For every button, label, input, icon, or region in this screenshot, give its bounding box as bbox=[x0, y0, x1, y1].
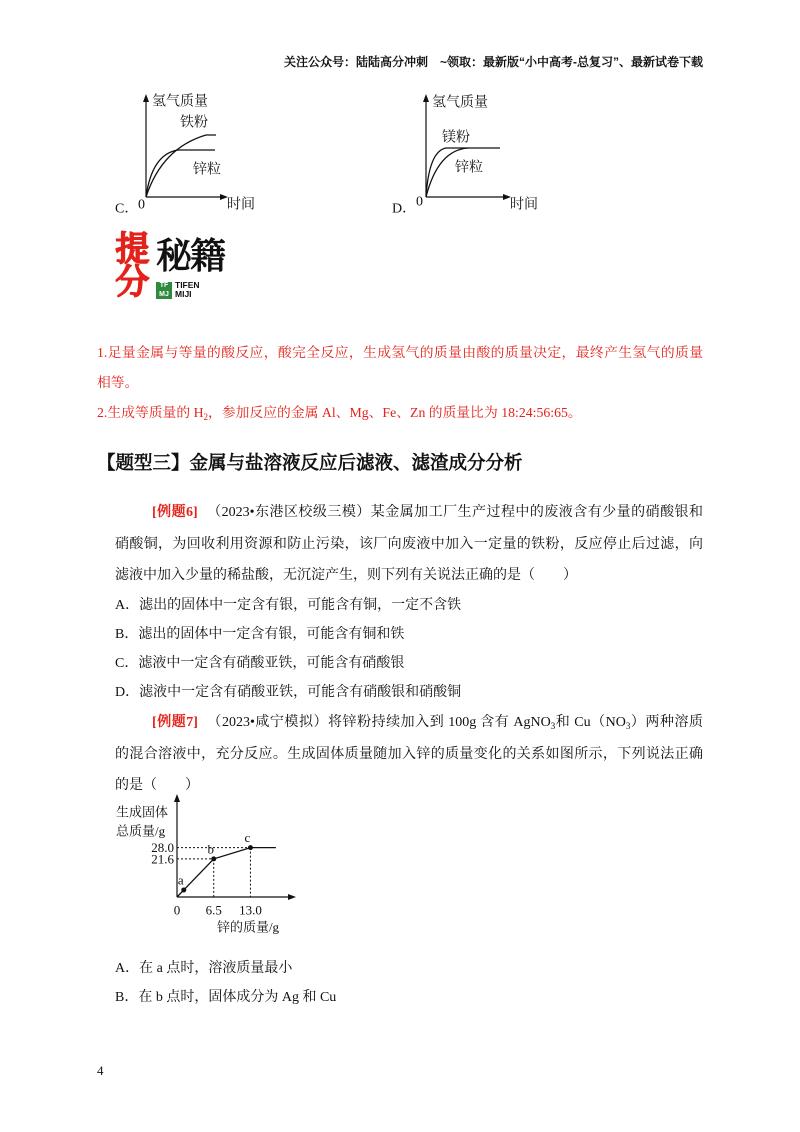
option-letter: D． bbox=[392, 201, 417, 217]
example6-stem-line-2: 硝酸铜，为回收利用资源和防止污染，该厂向废液中加入一定量的铁粉，反应停止后过滤，向 bbox=[115, 537, 703, 552]
example7-option-b: B．在 b 点时，固体成分为 Ag 和 Cu bbox=[115, 990, 337, 1005]
origin-label: 0 bbox=[138, 197, 145, 213]
example6-stem-text: （2023•东港区校级三模）某金属加工厂生产过程中的废液含有少量的硝酸银和 bbox=[206, 505, 704, 520]
logo-pinyin-line-2: MIJI bbox=[175, 289, 192, 299]
example6-stem-line-1 bbox=[152, 503, 703, 523]
x-tick-label: 6.5 bbox=[205, 902, 222, 918]
y-axis-label: 氢气质量 bbox=[152, 94, 208, 110]
example7-stem-part-3: ）两种溶质 bbox=[630, 715, 704, 730]
example7-subscript-2: 3 bbox=[625, 721, 631, 731]
tip-line-2-subscript: 2 bbox=[203, 412, 209, 422]
data-point-c bbox=[248, 845, 253, 850]
example7-stem-line-3: 的是（ ） bbox=[115, 778, 199, 793]
y-axis-label-line-1: 生成固体 bbox=[116, 804, 169, 820]
data-point-label-a: a bbox=[177, 872, 184, 888]
solid-mass-vs-zinc-chart bbox=[108, 790, 308, 940]
example7-option-a: A．在 a 点时，溶液质量最小 bbox=[115, 961, 293, 976]
tip-line-1-continued: 相等。 bbox=[97, 375, 139, 390]
series-line-0 bbox=[177, 848, 276, 897]
data-point-label-c: c bbox=[244, 830, 251, 846]
example7-stem-part-1: （2023•咸宁模拟）将锌粉持续加入到 100g 含有 AgNO bbox=[206, 715, 551, 730]
logo-black-chars: 秘籍 bbox=[156, 235, 225, 277]
example7-tag: [例题7] bbox=[152, 715, 198, 730]
y-axis-arrow-icon bbox=[174, 794, 180, 802]
tip-line-2-text-rest: ，参加反应的金属 Al、Mg、Fe、Zn 的质量比为 18:24:56:65。 bbox=[208, 405, 582, 420]
example7-stem-line-1 bbox=[152, 713, 703, 733]
section-title: 【题型三】金属与盐溶液反应后滤液、滤渣成分分析 bbox=[97, 452, 523, 473]
x-tick-label: 13.0 bbox=[239, 902, 262, 918]
x-axis-arrow-icon bbox=[288, 894, 296, 900]
y-axis-label-line-2: 总质量/g bbox=[116, 823, 166, 839]
logo-badge-top: TF bbox=[159, 282, 169, 289]
data-point-b bbox=[211, 856, 216, 861]
logo-red-char-2: 分 bbox=[115, 262, 149, 302]
example6-tag: [例题6] bbox=[152, 505, 198, 520]
logo-badge bbox=[156, 282, 172, 299]
x-tick-label: 0 bbox=[173, 902, 181, 918]
example6-option-a: A．滤出的固体中一定含有银，可能含有铜，一定不含铁 bbox=[115, 598, 462, 613]
y-tick-label: 21.6 bbox=[151, 851, 174, 867]
tip-line-1: 1.足量金属与等量的酸反应，酸完全反应，生成氢气的质量由酸的质量决定，最终产生氢气的质量 bbox=[97, 345, 703, 360]
logo-red-char-1: 提 bbox=[115, 229, 149, 269]
example7-stem-part-2: 和 Cu（NO bbox=[555, 715, 626, 730]
logo-pinyin-line-1: TIFEN bbox=[175, 280, 200, 290]
logo-pinyin bbox=[175, 281, 200, 299]
logo-badge-bottom: MJ bbox=[159, 290, 169, 298]
curve-label-zinc: 锌粒 bbox=[455, 160, 483, 176]
example7-stem-line-2: 的混合溶液中，充分反应。生成固体质量随加入锌的质量变化的关系如图所示，下列说法正确 bbox=[115, 747, 703, 762]
y-axis-label: 氢气质量 bbox=[432, 95, 488, 111]
data-point-label-b: b bbox=[207, 841, 214, 857]
y-tick-label: 28.0 bbox=[151, 840, 174, 856]
example6-option-d: D．滤液中一定含有硝酸亚铁，可能含有硝酸银和硝酸铜 bbox=[115, 685, 462, 700]
example7-subscript-1: 3 bbox=[550, 721, 556, 731]
x-axis-label: 锌的质量/g bbox=[216, 919, 280, 935]
page-number: 4 bbox=[97, 1063, 104, 1078]
origin-label: 0 bbox=[416, 194, 423, 210]
x-axis-label: 时间 bbox=[510, 197, 538, 213]
curve-label-magnesium: 镁粉 bbox=[442, 130, 470, 146]
y-axis-arrow-icon bbox=[143, 94, 149, 102]
example6-option-c: C．滤液中一定含有硝酸亚铁，可能含有硝酸银 bbox=[115, 656, 405, 671]
tip-line-2 bbox=[97, 403, 582, 423]
example6-stem-line-3: 滤液中加入少量的稀盐酸，无沉淀产生，则下列有关说法正确的是（ ） bbox=[115, 568, 577, 583]
option-d-graph bbox=[388, 88, 548, 220]
y-axis-arrow-icon bbox=[423, 94, 429, 102]
curve-label-iron: 铁粉 bbox=[180, 115, 208, 131]
tip-line-2-text: 2.生成等质量的 H bbox=[97, 405, 204, 420]
example6-option-b: B．滤出的固体中一定含有银，可能含有铜和铁 bbox=[115, 627, 405, 642]
x-axis-label: 时间 bbox=[227, 197, 255, 213]
curve-label-zinc: 锌粒 bbox=[193, 162, 221, 178]
option-c-graph bbox=[108, 88, 268, 220]
option-letter: C． bbox=[115, 201, 139, 217]
data-point-a bbox=[181, 887, 186, 892]
page-header-notice: 关注公众号：陆陆高分冲刺 ~领取：最新版“小中高考-总复习”、最新试卷下载 bbox=[283, 55, 703, 69]
